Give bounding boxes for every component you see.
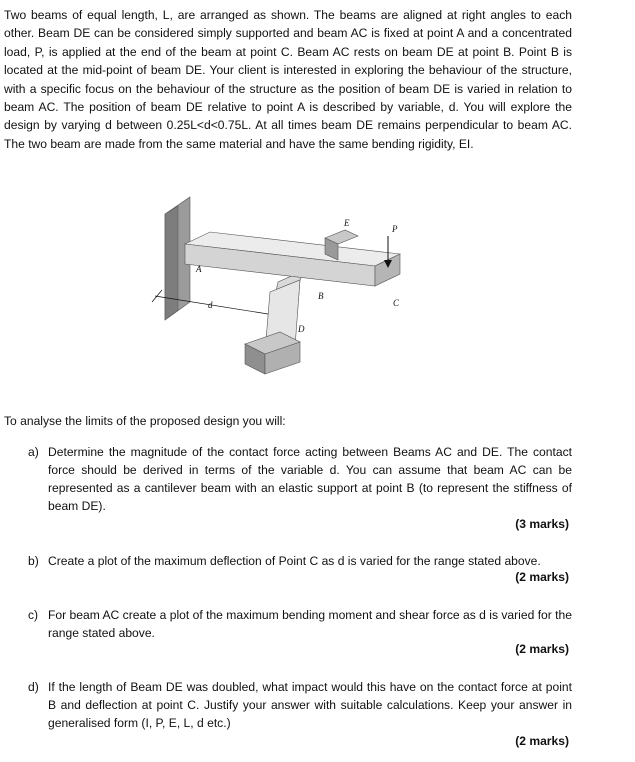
label-p: P (392, 224, 398, 234)
lead-in: To analyse the limits of the proposed design you will: (4, 414, 286, 428)
question-text: If the length of Beam DE was doubled, what impact would this have on the contact force at point B and deflection at point C. Justify your answer with suitable calculations. Keep your answer in generalised form (I, P, E, L, d etc.) (48, 680, 572, 730)
label-d: D (298, 324, 305, 334)
label-a: A (196, 264, 202, 274)
beam-figure (150, 192, 410, 382)
question-text: Create a plot of the maximum deflection of Point C as d is varied for the range stated above. (48, 554, 541, 568)
label-c: C (393, 298, 400, 308)
label-e: E (344, 218, 350, 228)
question-label: a) (28, 445, 39, 459)
dimension-d-tick (152, 290, 162, 302)
marks-b: (2 marks) (515, 570, 569, 584)
question-text: Determine the magnitude of the contact force acting between Beams AC and DE. The contact force should be derived in terms of the variable d. You can assume that beam AC can be represented as a cantilever beam with an elastic support at point B (to represent the stiffness of beam DE). (48, 445, 572, 513)
marks-a: (3 marks) (515, 517, 569, 531)
label-d-dimension: d (208, 300, 213, 310)
label-b: B (318, 291, 324, 301)
fixed-wall-face (165, 206, 178, 320)
problem-statement: Two beams of equal length, L, are arranged as shown. The beams are aligned at right angles to each other. Beam DE can be considered simply supported and beam AC is fixed at point A and a concentrated load, P, is applied at the end of the beam at point C. Beam AC rests on beam DE at point B. Point B is located at the mid-point of beam DE. Your client is interested in exploring the behaviour of the structure, with a specific focus on the behaviour of the structure as the position of beam DE is varied in relation to beam AC. The position of beam DE relative to point A is described by variable, d. You will explore the design by varying d between 0.25L<d<0.75L. At all times beam DE remains perpendicular to beam AC. The two beam are made from the same material and have the same bending rigidity, EI. (4, 8, 572, 151)
question-label: c) (28, 608, 39, 622)
marks-c: (2 marks) (515, 642, 569, 656)
question-text: For beam AC create a plot of the maximum bending moment and shear force as d is varied for the range stated above. (48, 608, 572, 640)
question-label: b) (28, 554, 39, 568)
marks-d: (2 marks) (515, 734, 569, 748)
question-label: d) (28, 680, 39, 694)
